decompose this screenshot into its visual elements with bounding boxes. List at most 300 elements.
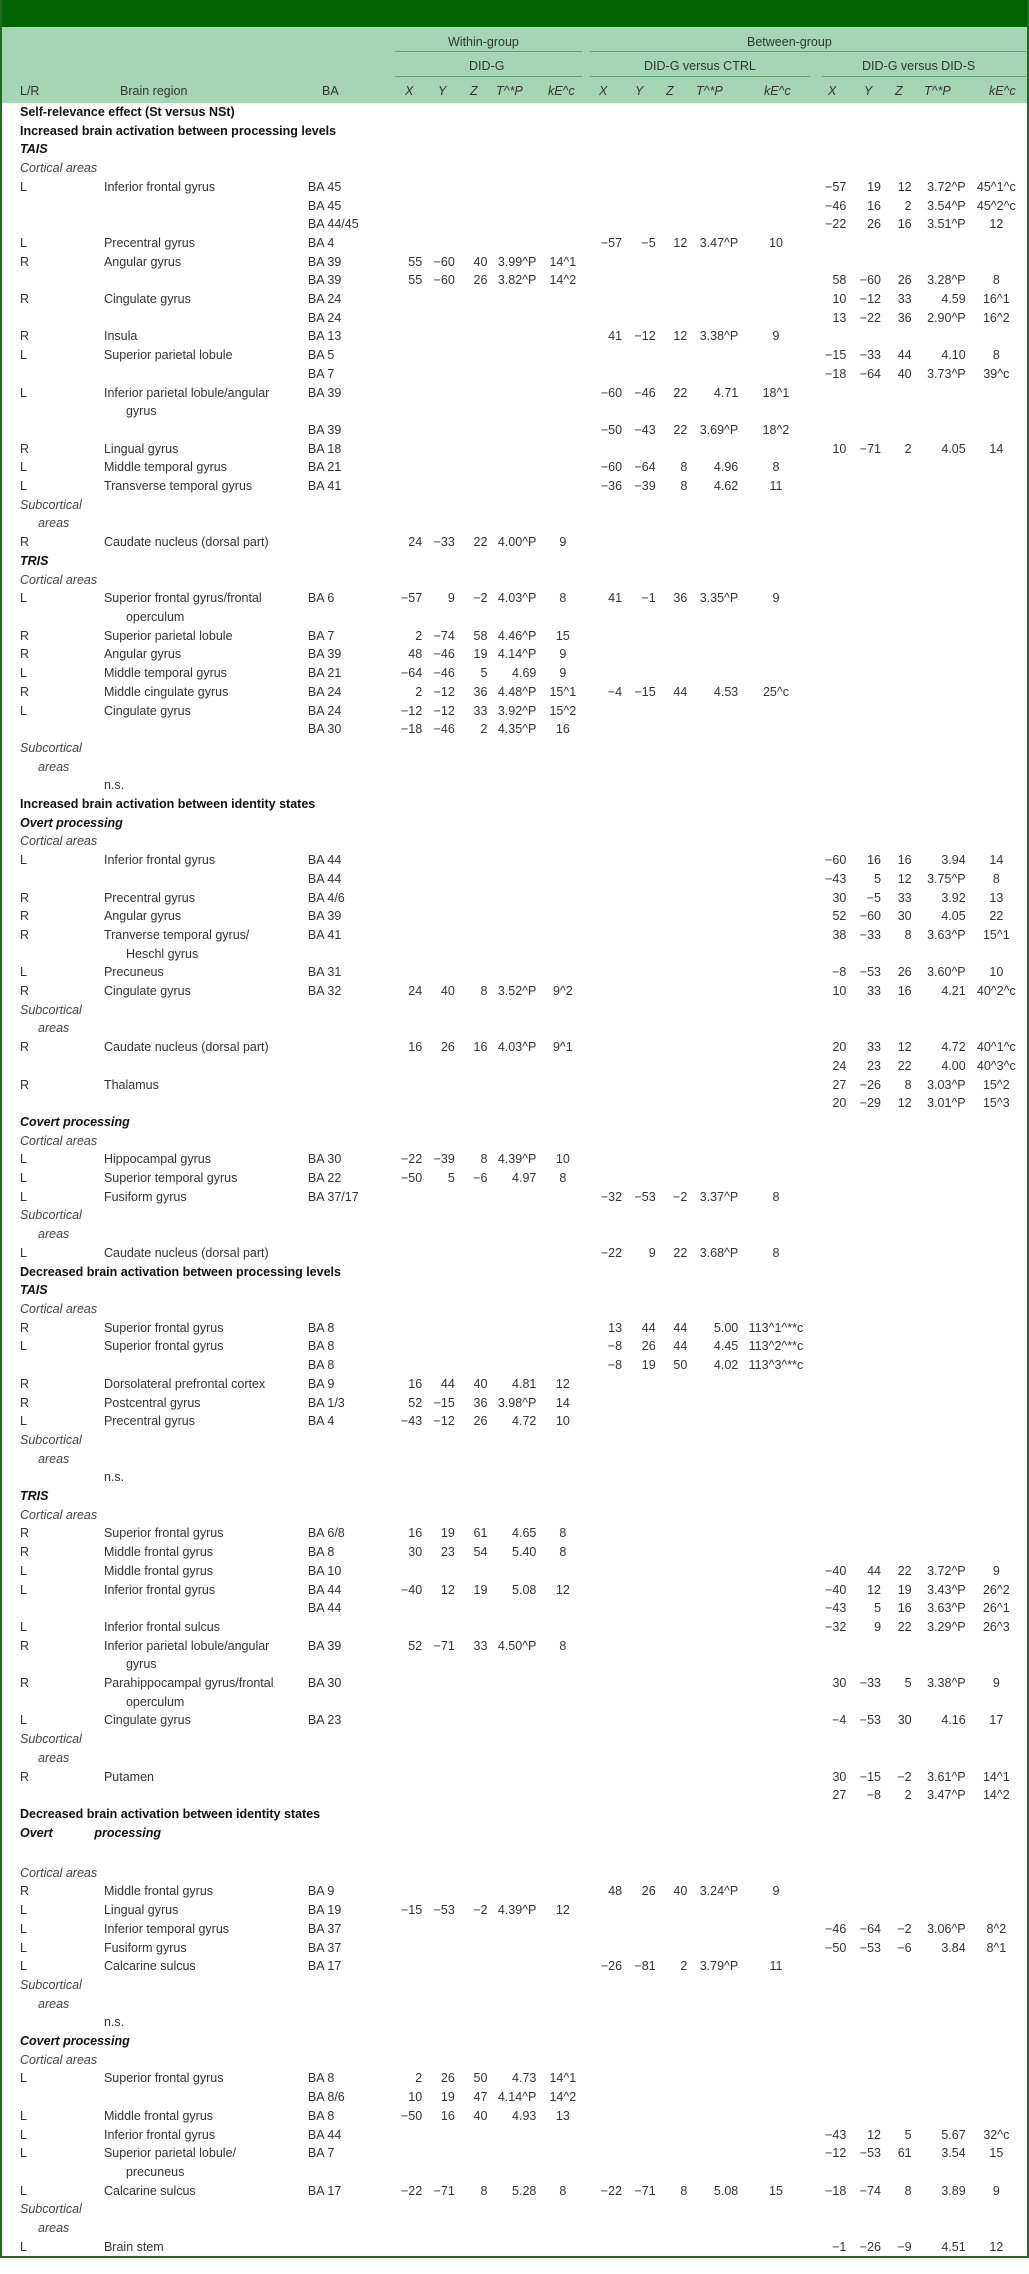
brain-region-name: Precuneus <box>103 965 164 980</box>
dids-k-cell <box>970 1412 1027 1431</box>
within-t-cell <box>491 851 540 870</box>
within-x-cell: −12 <box>400 703 423 718</box>
brain-region-cell <box>104 1244 308 1263</box>
group-label: Overt processing <box>20 815 123 830</box>
dids-x-cell <box>814 1244 851 1263</box>
ctrl-z-cell <box>660 1618 692 1637</box>
brodmann-area-cell: BA 39 <box>307 647 342 662</box>
ctrl-t-cell <box>691 533 742 552</box>
hemisphere-cell <box>2 271 104 290</box>
ctrl-z-cell <box>660 271 692 290</box>
ctrl-k-cell <box>742 645 813 664</box>
ctrl-t-cell <box>691 1768 742 1787</box>
hemisphere-cell: L <box>20 479 27 494</box>
within-t-cell <box>491 346 540 365</box>
dids-y-cell: 5 <box>874 871 882 886</box>
ctrl-k-cell <box>742 664 813 683</box>
within-z-cell <box>459 477 492 496</box>
hemisphere-cell: R <box>20 1769 30 1784</box>
dids-x-cell <box>814 589 851 626</box>
hemisphere-cell: R <box>20 890 30 905</box>
dids-k-cell <box>970 702 1027 721</box>
hemisphere-cell: L <box>20 2127 27 2142</box>
brodmann-area-cell: BA 19 <box>307 1903 342 1918</box>
ctrl-x-cell <box>589 1543 626 1562</box>
dids-k-cell: 14^2 <box>982 1788 1010 1803</box>
brain-region-name: Middle cingulate gyrus <box>103 684 229 699</box>
within-y-cell: −39 <box>433 1152 455 1167</box>
ctrl-z-cell: 12 <box>673 329 688 344</box>
within-z-cell <box>459 1939 492 1958</box>
dids-t-cell <box>916 1337 970 1356</box>
table-row <box>2 720 1027 739</box>
table-row <box>2 458 1027 477</box>
dids-y-cell <box>850 664 885 683</box>
dids-z-cell <box>885 2107 916 2126</box>
ctrl-z-cell <box>660 1939 692 1958</box>
dids-k-cell: 16^1 <box>982 292 1010 307</box>
dids-t-cell <box>916 2107 970 2126</box>
within-x-cell <box>390 1094 427 1113</box>
dids-t-cell: 3.72^P <box>927 1563 966 1578</box>
dids-k-cell <box>970 1244 1027 1263</box>
dids-k-cell <box>970 1882 1027 1901</box>
within-y-cell: 5 <box>447 1171 455 1186</box>
dids-t-cell: 3.38^P <box>927 1676 966 1691</box>
within-k-cell <box>540 926 589 963</box>
dids-x-cell: −15 <box>825 348 847 363</box>
ctrl-y-cell <box>626 309 660 328</box>
ctrl-x-cell: −60 <box>600 460 623 475</box>
within-k-cell <box>540 346 589 365</box>
ctrl-y-cell <box>626 178 660 197</box>
brain-region-name: Fusiform gyrus <box>103 1189 187 1204</box>
within-k-cell <box>540 889 589 908</box>
within-k-cell: 8 <box>559 1171 567 1186</box>
within-y-cell: −46 <box>433 647 455 662</box>
within-y-cell <box>426 1057 459 1076</box>
ctrl-k-cell <box>742 2107 813 2126</box>
within-t-cell: 5.08 <box>512 1582 537 1597</box>
dids-k-cell: 39^c <box>983 366 1010 381</box>
ctrl-k-cell <box>742 1674 813 1711</box>
dids-k-cell <box>970 589 1027 626</box>
dids-k-cell <box>970 2069 1027 2088</box>
ctrl-x-cell <box>589 1412 626 1431</box>
dids-z-cell: 30 <box>897 1713 912 1728</box>
dids-y-cell <box>850 253 885 272</box>
ctrl-x-cell: −50 <box>600 422 623 437</box>
dids-y-cell <box>850 1375 885 1394</box>
dids-k-cell <box>970 1375 1027 1394</box>
ctrl-z-cell <box>660 2069 692 2088</box>
dids-x-cell <box>814 1524 851 1543</box>
section-heading-row <box>2 795 1027 814</box>
within-z-cell <box>459 2238 492 2257</box>
within-z-cell: 58 <box>473 628 488 643</box>
dids-t-cell <box>916 1957 970 1976</box>
header-didg-vs-ctrl: DID-G versus CTRL <box>644 59 756 73</box>
dids-y-cell <box>850 1188 885 1207</box>
col-within-t: T^*P <box>496 84 523 98</box>
within-x-cell <box>390 1562 427 1581</box>
area-label-row <box>2 832 1027 851</box>
dids-x-cell: −43 <box>825 2127 847 2142</box>
within-z-cell <box>459 1562 492 1581</box>
dids-x-cell <box>814 1957 851 1976</box>
subgroup-heading-row <box>2 1824 1027 1864</box>
brain-region-cell <box>104 2144 308 2181</box>
ctrl-x-cell: −57 <box>600 235 623 250</box>
dids-t-cell <box>916 1188 970 1207</box>
col-within-y: Y <box>438 84 447 98</box>
area-label-line2: areas <box>38 1451 70 1466</box>
ctrl-y-cell: −81 <box>634 1959 656 1974</box>
brain-region-cell <box>104 346 308 365</box>
brodmann-area-cell: BA 8 <box>307 1320 335 1335</box>
empty-cell <box>2 776 104 795</box>
header-rule-ctrl <box>590 76 810 77</box>
hemisphere-cell: R <box>20 1638 30 1653</box>
within-z-cell: 8 <box>480 1152 488 1167</box>
area-label-line1: Subcortical <box>20 1208 82 1223</box>
within-y-cell: −53 <box>433 1903 455 1918</box>
dids-z-cell <box>885 1169 916 1188</box>
subgroup-heading-row <box>2 814 1027 833</box>
table-row <box>2 1637 1027 1674</box>
ctrl-k-cell <box>742 1618 813 1637</box>
ctrl-t-cell <box>691 1920 742 1939</box>
brodmann-area-cell: BA 39 <box>307 273 342 288</box>
area-label-line2: areas <box>38 2221 70 2236</box>
dids-t-cell <box>916 1169 970 1188</box>
dids-k-cell <box>970 1637 1027 1674</box>
ctrl-k-cell <box>742 309 813 328</box>
dids-t-cell: 3.63^P <box>927 927 966 942</box>
area-label <box>2 1206 1027 1243</box>
dids-y-cell <box>850 1244 885 1263</box>
ctrl-z-cell <box>660 1711 692 1730</box>
hemisphere-cell: L <box>20 2071 27 2086</box>
section-label: Decreased brain activation between processing levels <box>20 1264 341 1279</box>
dids-t-cell: 3.47^P <box>927 1788 966 1803</box>
dids-x-cell <box>814 1337 851 1356</box>
table-row <box>2 365 1027 384</box>
ctrl-k-cell: 9 <box>772 1884 780 1899</box>
within-y-cell: 26 <box>440 1040 455 1055</box>
ctrl-k-cell <box>742 889 813 908</box>
ctrl-t-cell <box>691 1599 742 1618</box>
within-z-cell <box>459 1768 492 1787</box>
dids-y-cell <box>850 720 885 739</box>
ctrl-y-cell <box>626 645 660 664</box>
dids-k-cell <box>970 533 1027 552</box>
area-label-line1: Subcortical <box>20 1002 82 1017</box>
hemisphere-cell: R <box>20 1320 30 1335</box>
ctrl-k-cell <box>742 197 813 216</box>
dids-t-cell: 4.59 <box>941 292 966 307</box>
ctrl-t-cell: 3.47^P <box>699 235 739 250</box>
ctrl-y-cell <box>626 1920 660 1939</box>
ctrl-y-cell <box>626 365 660 384</box>
brodmann-area-cell: BA 6/8 <box>307 1526 345 1541</box>
brain-region-cell <box>104 1356 308 1375</box>
brain-region-name: Inferior frontal gyrus <box>103 179 216 194</box>
hemisphere-cell <box>2 1356 104 1375</box>
within-k-cell <box>540 870 589 889</box>
within-x-cell: 16 <box>408 1040 423 1055</box>
dids-x-cell <box>814 1150 851 1169</box>
ctrl-z-cell <box>660 309 692 328</box>
within-y-cell <box>426 926 459 963</box>
dids-x-cell: 30 <box>832 1676 847 1691</box>
dids-k-cell: 14 <box>989 441 1004 456</box>
dids-y-cell: −60 <box>859 273 882 288</box>
col-ctrl-t: T^*P <box>696 84 723 98</box>
brain-region-cell <box>104 851 308 870</box>
ctrl-k-cell: 113^1^**c <box>748 1320 804 1335</box>
within-z-cell: 61 <box>473 1526 488 1541</box>
within-z-cell <box>459 1244 492 1263</box>
table-row <box>2 1188 1027 1207</box>
within-z-cell <box>459 851 492 870</box>
dids-k-cell <box>970 477 1027 496</box>
table-row <box>2 1618 1027 1637</box>
hemisphere-cell <box>2 1057 104 1076</box>
brain-region-name: Angular gyrus <box>103 909 182 924</box>
area-label <box>2 1431 1027 1468</box>
table-row <box>2 963 1027 982</box>
brain-region-cell <box>104 683 308 702</box>
ctrl-k-cell: 9 <box>772 329 780 344</box>
brain-region-cell <box>104 1337 308 1356</box>
dids-z-cell: 2 <box>904 198 912 213</box>
within-y-cell <box>426 215 459 234</box>
within-y-cell: −33 <box>433 535 455 550</box>
dids-y-cell: 9 <box>874 1619 882 1634</box>
ctrl-z-cell <box>660 2107 692 2126</box>
table-row <box>2 1094 1027 1113</box>
ctrl-t-cell <box>691 1618 742 1637</box>
dids-t-cell: 3.51^P <box>927 217 966 232</box>
ctrl-y-cell: −46 <box>634 385 656 400</box>
brain-region-cell <box>104 1412 308 1431</box>
ctrl-z-cell: 22 <box>673 385 688 400</box>
dids-t-cell <box>916 1543 970 1562</box>
within-y-cell <box>426 870 459 889</box>
dids-x-cell <box>814 1901 851 1920</box>
ctrl-x-cell <box>589 1094 626 1113</box>
dids-t-cell <box>916 1356 970 1375</box>
ctrl-x-cell <box>589 2107 626 2126</box>
area-label-row <box>2 1206 1027 1243</box>
ctrl-z-cell <box>660 1038 692 1057</box>
ctrl-x-cell <box>589 2126 626 2145</box>
hemisphere-cell <box>2 720 104 739</box>
ctrl-z-cell: 36 <box>673 591 688 606</box>
dids-t-cell <box>916 1524 970 1543</box>
dids-z-cell: 44 <box>897 348 912 363</box>
ctrl-k-cell <box>742 1562 813 1581</box>
ctrl-z-cell <box>660 1057 692 1076</box>
brain-region-name: Tranverse temporal gyrus/ <box>103 927 250 942</box>
dids-z-cell: 5 <box>904 2127 912 2142</box>
ctrl-k-cell <box>742 1057 813 1076</box>
within-x-cell <box>390 963 427 982</box>
area-label-row <box>2 1864 1027 1883</box>
dids-x-cell: −46 <box>825 1921 847 1936</box>
within-z-cell <box>459 197 492 216</box>
ctrl-y-cell <box>626 907 660 926</box>
dids-t-cell <box>916 683 970 702</box>
ctrl-y-cell <box>626 870 660 889</box>
within-x-cell: −43 <box>400 1414 423 1429</box>
brain-region-name-continued: gyrus <box>125 404 157 419</box>
within-z-cell <box>459 889 492 908</box>
within-x-cell: −57 <box>400 591 423 606</box>
within-k-cell: 8 <box>559 2183 567 2198</box>
brain-region-name: Lingual gyrus <box>103 441 179 456</box>
ctrl-z-cell <box>660 1562 692 1581</box>
ctrl-x-cell <box>589 440 626 459</box>
brain-region-name: Dorsolateral prefrontal cortex <box>103 1376 266 1391</box>
brodmann-area-cell: BA 44 <box>307 853 342 868</box>
ctrl-z-cell <box>660 702 692 721</box>
ctrl-z-cell <box>660 533 692 552</box>
dids-z-cell <box>885 458 916 477</box>
dids-z-cell <box>885 1188 916 1207</box>
brain-region-name-continued: operculum <box>125 1694 185 1709</box>
ctrl-k-cell <box>742 253 813 272</box>
dids-y-cell <box>850 2069 885 2088</box>
within-x-cell: −64 <box>400 666 423 681</box>
ctrl-y-cell <box>626 1076 660 1095</box>
brodmann-area-cell <box>308 1244 390 1263</box>
dids-t-cell: 4.72 <box>941 1040 966 1055</box>
dids-k-cell <box>970 1319 1027 1338</box>
within-t-cell <box>491 1618 540 1637</box>
brodmann-area-cell: BA 8 <box>307 2108 335 2123</box>
col-lr: L/R <box>20 84 40 98</box>
section-heading-row <box>2 122 1027 141</box>
within-x-cell: −15 <box>400 1903 423 1918</box>
dids-z-cell: 61 <box>897 2146 912 2161</box>
brain-region-name: Superior frontal gyrus/frontal <box>103 591 262 606</box>
dids-y-cell <box>850 1150 885 1169</box>
area-label: Cortical areas <box>20 572 98 587</box>
within-z-cell <box>459 1356 492 1375</box>
area-label <box>2 1001 1027 1038</box>
ctrl-y-cell <box>626 1674 660 1711</box>
ctrl-y-cell: 9 <box>648 1245 656 1260</box>
within-y-cell: 16 <box>440 2108 455 2123</box>
ctrl-y-cell <box>626 1711 660 1730</box>
brain-region-cell <box>104 197 308 216</box>
ctrl-y-cell <box>626 2088 660 2107</box>
hemisphere-cell: R <box>20 909 30 924</box>
dids-t-cell: 3.03^P <box>927 1077 966 1092</box>
within-z-cell: 50 <box>473 2071 488 2086</box>
brain-region-name: Middle frontal gyrus <box>103 1884 214 1899</box>
area-label-row <box>2 1132 1027 1151</box>
dids-k-cell <box>970 458 1027 477</box>
ctrl-t-cell <box>691 1038 742 1057</box>
brodmann-area-cell: BA 9 <box>307 1376 335 1391</box>
within-t-cell: 4.50^P <box>497 1638 537 1653</box>
ctrl-t-cell: 3.38^P <box>699 329 739 344</box>
dids-x-cell: −50 <box>825 1940 847 1955</box>
within-z-cell: 40 <box>473 254 488 269</box>
dids-x-cell <box>814 702 851 721</box>
ctrl-t-cell <box>691 851 742 870</box>
ctrl-x-cell <box>589 1786 626 1805</box>
ctrl-x-cell: −22 <box>600 2183 623 2198</box>
dids-t-cell: 3.63^P <box>927 1601 966 1616</box>
brain-region-name: Caudate nucleus (dorsal part) <box>103 1245 269 1260</box>
dids-y-cell: −33 <box>859 1676 882 1691</box>
ctrl-z-cell: 40 <box>673 1884 688 1899</box>
within-y-cell <box>426 1920 459 1939</box>
dids-t-cell: 4.05 <box>941 909 966 924</box>
dids-x-cell: 10 <box>832 441 847 456</box>
within-k-cell <box>540 1319 589 1338</box>
dids-y-cell: −15 <box>859 1769 882 1784</box>
ctrl-k-cell <box>742 1038 813 1057</box>
table-row <box>2 907 1027 926</box>
brain-region-name-continued: gyrus <box>125 1657 157 1672</box>
ctrl-x-cell <box>589 1674 626 1711</box>
within-t-cell: 4.03^P <box>497 591 537 606</box>
within-z-cell <box>459 421 492 440</box>
brodmann-area-cell: BA 21 <box>307 460 342 475</box>
within-y-cell: −71 <box>433 1638 455 1653</box>
group-label: Overt processing <box>20 1825 162 1840</box>
within-k-cell: 15 <box>555 628 570 643</box>
ctrl-x-cell: −4 <box>607 684 623 699</box>
within-y-cell <box>426 440 459 459</box>
dids-t-cell <box>916 458 970 477</box>
ctrl-x-cell: −22 <box>600 1245 623 1260</box>
ctrl-k-cell <box>742 702 813 721</box>
dids-y-cell: −26 <box>859 1077 882 1092</box>
within-t-cell <box>491 1094 540 1113</box>
ctrl-k-cell <box>742 907 813 926</box>
ctrl-z-cell <box>660 178 692 197</box>
dids-z-cell: 16 <box>897 1601 912 1616</box>
dids-z-cell <box>885 1637 916 1674</box>
ctrl-y-cell <box>626 2069 660 2088</box>
dids-z-cell: 22 <box>897 1058 912 1073</box>
header-between-group: Between-group <box>747 35 832 49</box>
hemisphere-cell: R <box>20 1395 30 1410</box>
area-label: Cortical areas <box>20 1507 98 1522</box>
within-y-cell: 12 <box>440 1582 455 1597</box>
dids-t-cell: 3.61^P <box>927 1769 966 1784</box>
ctrl-x-cell: 48 <box>608 1884 623 1899</box>
dids-x-cell <box>814 1319 851 1338</box>
within-t-cell <box>491 1337 540 1356</box>
ctrl-y-cell <box>626 1581 660 1600</box>
ctrl-t-cell <box>691 720 742 739</box>
within-k-cell: 9 <box>559 647 567 662</box>
within-y-cell <box>426 1076 459 1095</box>
within-x-cell <box>390 1057 427 1076</box>
within-t-cell <box>491 963 540 982</box>
ctrl-k-cell: 11 <box>769 1959 783 1974</box>
ctrl-x-cell <box>589 253 626 272</box>
ctrl-y-cell <box>626 889 660 908</box>
within-t-cell <box>491 1674 540 1711</box>
